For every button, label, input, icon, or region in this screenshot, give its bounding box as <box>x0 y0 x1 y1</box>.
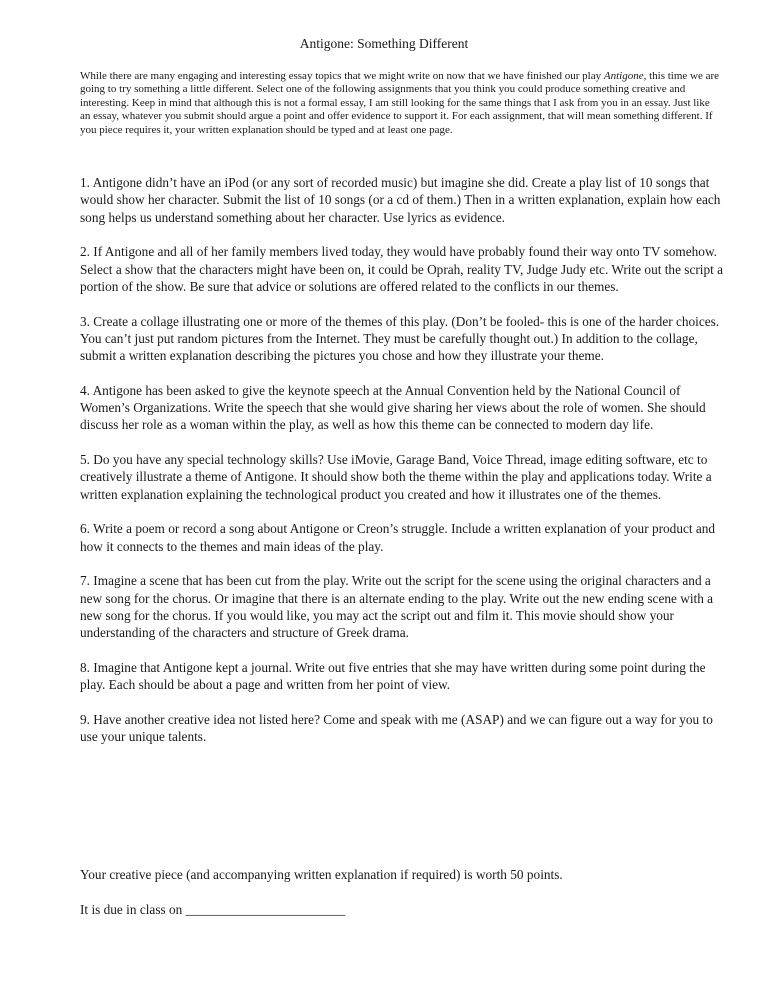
assignment-item-1: 1. Antigone didn’t have an iPod (or any sort of recorded music) but imagine she did. Create a play list of 10 songs that would show her character. Submit the list of 10 songs (or a cd of them.) Then in a written explanation, explain how each song helps us understand something about her character. Use lyrics as evidence. <box>80 175 721 225</box>
points-note: Your creative piece (and accompanying written explanation if required) is worth 50 points. <box>80 867 563 882</box>
assignment-item-8: 8. Imagine that Antigone kept a journal. Write out five entries that she may have written during some point during the play. Each should be about a page and written from her point of view. <box>80 659 706 693</box>
assignment-item-5: 5. Do you have any special technology skills? Use iMovie, Garage Band, Voice Thread, image editing software, etc to creatively illustrate a theme of Antigone. It should show both the theme within the play and applications today. Write a written explanation explaining the technological product you created and how it illustrates one of the themes. <box>80 452 712 502</box>
intro-play-title: Antigone <box>603 70 644 82</box>
intro-text-after: , this time we are going to try something a little different. Select one of the following assignments that you think you could produce something creative and interesting. Keep in mind that although this is not a formal essay, I am still looking for the same things that I ask from you in an essay. Just like an essay, whatever you submit should argue a point and offer evidence to support it. For each assignment, that will mean something different. If you piece requires it, your written explanation should be typed and at least one page. <box>80 70 720 136</box>
assignment-item-9: 9. Have another creative idea not listed here? Come and speak with me (ASAP) and we can figure out a way for you to use your unique talents. <box>80 711 713 745</box>
intro-paragraph <box>80 70 720 137</box>
assignment-item-3: 3. Create a collage illustrating one or more of the themes of this play. (Don’t be fooled- this is one of the harder choices. You can’t just put random pictures from the Internet. They must be carefully thought out.) In addition to the collage, submit a written explanation describing the pictures you chose and how they illustrate your theme. <box>80 313 720 364</box>
assignment-item-2: 2. If Antigone and all of her family members lived today, they would have probably found their way onto TV somehow. Select a show that the characters might have been on, it could be Oprah, reality TV, Judge Judy etc. Write out the script a portion of the show. Be sure that advice or solutions are offered related to the conflicts in our themes. <box>80 244 724 294</box>
assignment-item-4: 4. Antigone has been asked to give the keynote speech at the Annual Convention held by the National Council of Women’s Organizations. Write the speech that she would give sharing her views about the role of women. She should discuss her role as a woman within the play, as well as how this theme can be connected to modern day life. <box>80 382 706 433</box>
assignment-item-7: 7. Imagine a scene that has been cut from the play. Write out the script for the scene using the original characters and a new song for the chorus. Or imagine that there is an alternate ending to the play. Write out the new ending scene with a new song for the chorus. If you would like, you may act the script out and film it. This movie should show your understanding of the characters and structure of Greek drama. <box>80 573 714 641</box>
document-title: Antigone: Something Different <box>299 36 469 51</box>
assignment-list <box>80 174 728 763</box>
assignment-item-6: 6. Write a poem or record a song about Antigone or Creon’s struggle. Include a written explanation of your product and how it connects to the themes and main ideas of the play. <box>80 521 716 554</box>
intro-text-before: While there are many engaging and interesting essay topics that we might write on now that we have finished our play <box>80 70 604 82</box>
due-date-line: It is due in class on ________________________ <box>80 902 346 917</box>
